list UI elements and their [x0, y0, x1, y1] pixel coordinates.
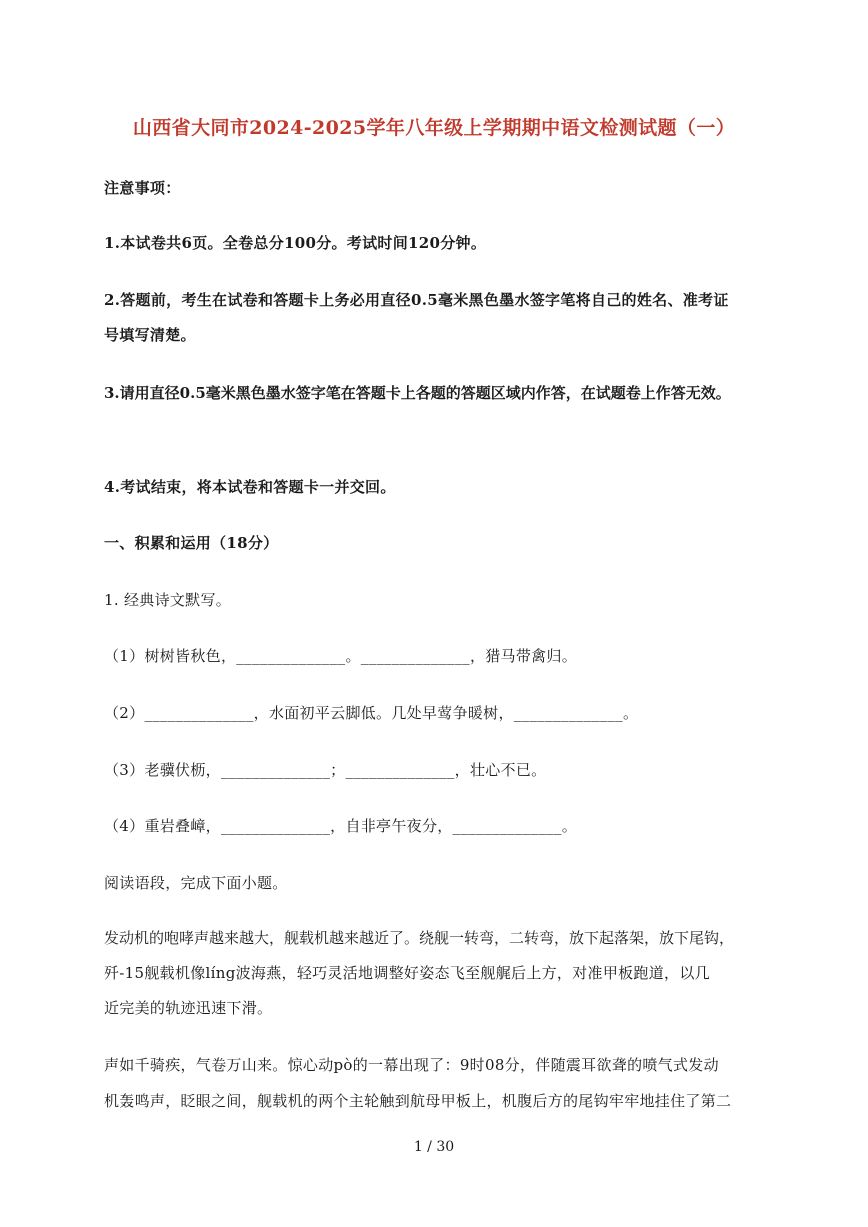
- poem-item-2: （2）______________，水面初平云脚低。几处早莺争暖树，______________。: [104, 704, 639, 722]
- paragraph-1-line-1: 发动机的咆哮声越来越大，舰载机越来越近了。绕舰一转弯，二转弯，放下起落架，放下尾钩，: [104, 929, 735, 947]
- reading-prompt: 阅读语段，完成下面小题。: [104, 874, 288, 892]
- page-number: 1 / 30: [413, 1139, 455, 1155]
- paragraph-1-line-2: 歼-15舰载机像líng波海燕，轻巧灵活地调整好姿态飞至舰艉后上方，对准甲板跑道，以几: [104, 964, 710, 982]
- poem-item-1: （1）树树皆秋色，______________。______________，猎马带禽归。: [104, 647, 578, 665]
- document-title: 山西省大同市2024-2025学年八年级上学期期中语文检测试题（一）: [132, 117, 736, 139]
- notice-item-2-continued: 号填写清楚。: [104, 326, 196, 344]
- notice-heading: 注意事项：: [104, 179, 181, 197]
- notice-item-1: 1.本试卷共6页。全卷总分100分。考试时间120分钟。: [104, 234, 487, 252]
- notice-item-3: 3.请用直径0.5毫米黑色墨水签字笔在答题卡上各题的答题区域内作答，在试题卷上作答无效。: [104, 384, 731, 402]
- paragraph-1-line-3: 近完美的轨迹迅速下滑。: [104, 999, 273, 1017]
- poem-item-4: （4）重岩叠嶂，______________，自非亭午夜分，______________。: [104, 817, 578, 835]
- notice-item-4: 4.考试结束，将本试卷和答题卡一并交回。: [104, 478, 396, 496]
- notice-item-2: 2.答题前，考生在试卷和答题卡上务必用直径0.5毫米黑色墨水签字笔将自己的姓名、准考证: [104, 291, 729, 309]
- poem-item-3: （3）老骥伏枥，______________；______________，壮心不已。: [104, 761, 547, 779]
- paragraph-2-line-1: 声如千骑疾，气卷万山来。惊心动pò的一幕出现了：9时08分，伴随震耳欲聋的喷气式发动: [104, 1056, 719, 1074]
- section-heading: 一、积累和运用（18分）: [104, 534, 279, 552]
- paragraph-2-line-2: 机轰鸣声，眨眼之间，舰载机的两个主轮触到航母甲板上，机腹后方的尾钩牢牢地挂住了第二: [104, 1092, 732, 1110]
- question-1: 1. 经典诗文默写。: [104, 591, 232, 609]
